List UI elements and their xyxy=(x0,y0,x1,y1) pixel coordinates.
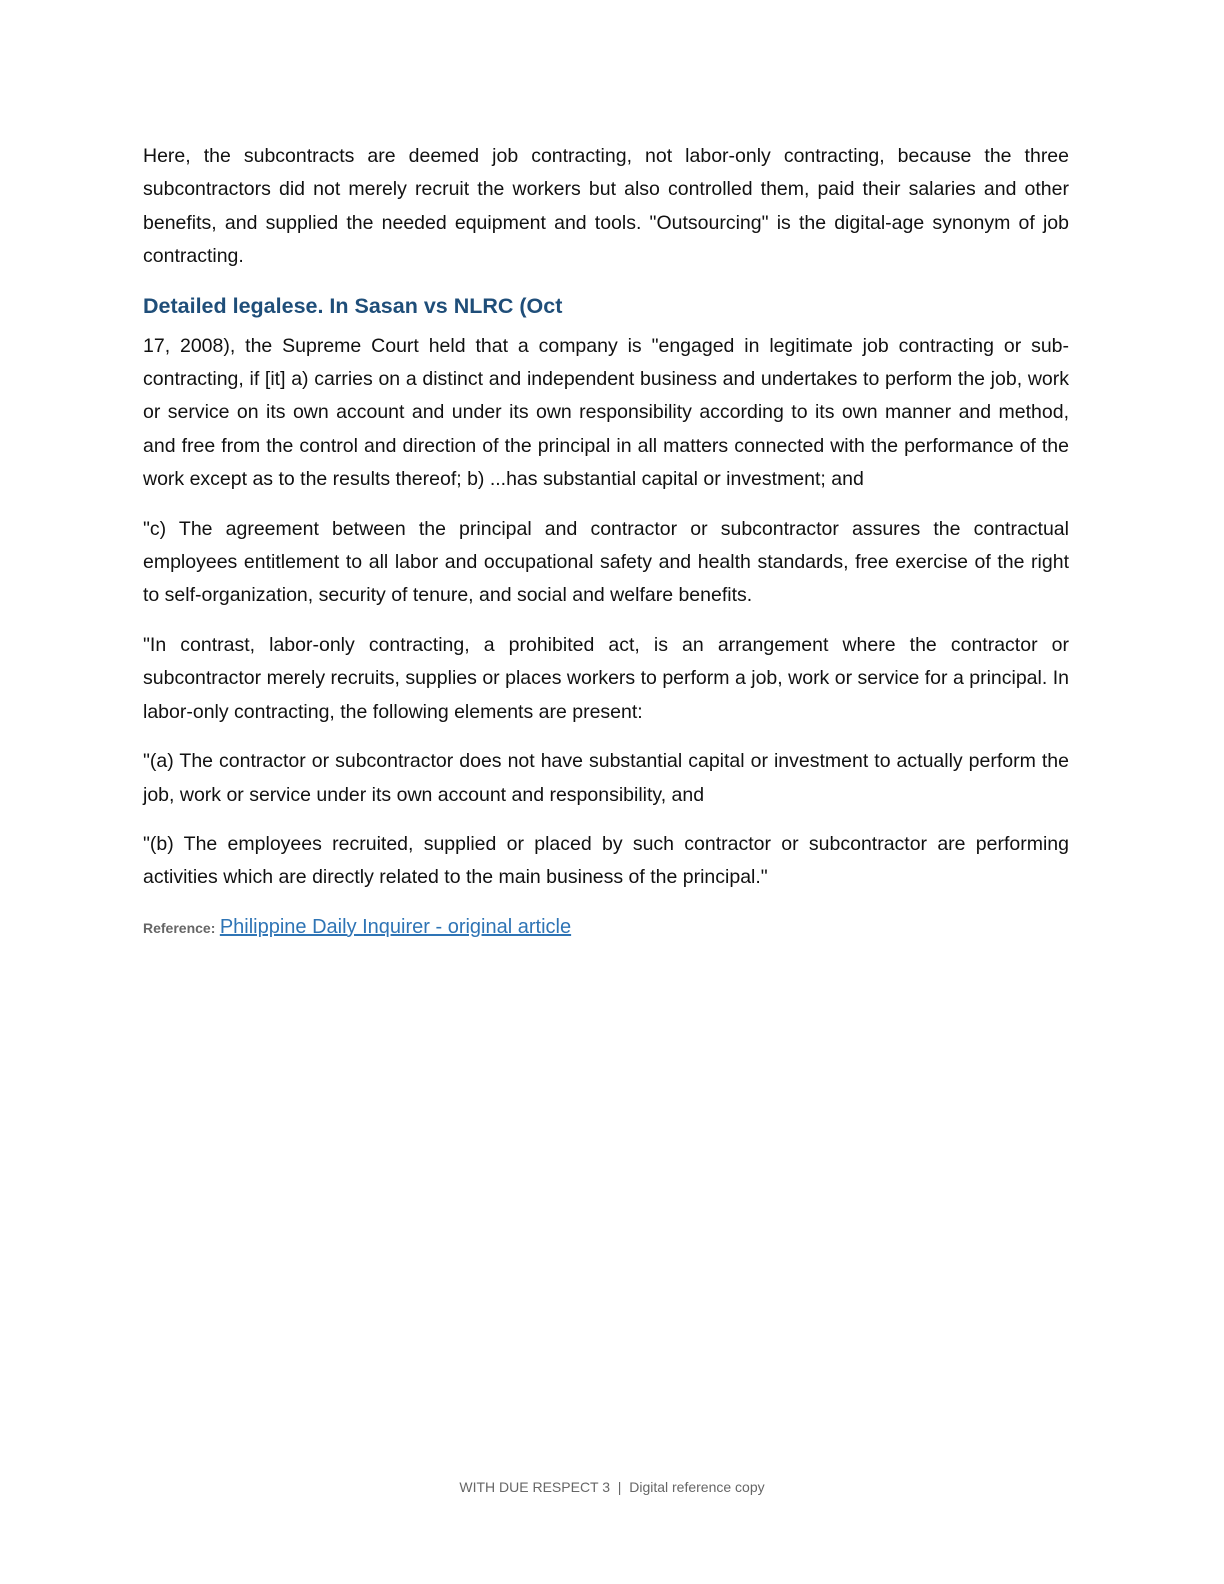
paragraph-element-a: "(a) The contractor or subcontractor does not have substantial capital or investment to actually perform the job, work or service under its own account and responsibility, and xyxy=(143,750,1069,806)
paragraph-labor-only-contrast: "In contrast, labor-only contracting, a prohibited act, is an arrangement where the contractor or subcontractor merely recruits, supplies or places workers to perform a job, work or service for a principal. In labor-only contracting, the following elements are present: xyxy=(143,633,1069,723)
reference-link[interactable]: Philippine Daily Inquirer - original article xyxy=(219,915,572,938)
page-footer: WITH DUE RESPECT 3 | Digital reference copy xyxy=(459,1479,765,1495)
paragraph-job-contracting: Here, the subcontracts are deemed job contracting, not labor-only contracting, because the three subcontractors did not merely recruit the workers but also controlled them, paid their salaries and other benefits, and supplied the needed equipment and tools. "Outsourcing" is the digital-age synonym of job contracting. xyxy=(143,145,1069,268)
document-body xyxy=(143,140,1069,945)
paragraph-supreme-court-ruling: 17, 2008), the Supreme Court held that a company is "engaged in legitimate job contracting or sub-contracting, if [it] a) carries on a distinct and independent business and undertakes to perform the job, work or service on its own account and under its own responsibility according to its own manner and method, and free from the control and direction of the principal in all matters connected with the performance of the work except as to the results thereof; b) ...has substantial capital or investment; and xyxy=(143,334,1069,491)
paragraph-clause-c: "c) The agreement between the principal and contractor or subcontractor assures the contractual employees entitlement to all labor and occupational safety and health standards, free exercise of the right to self-organization, security of tenure, and social and welfare benefits. xyxy=(143,517,1069,607)
section-heading: Detailed legalese. In Sasan vs NLRC (Oct xyxy=(143,293,563,318)
paragraph-element-b: "(b) The employees recruited, supplied or placed by such contractor or subcontractor are performing activities which are directly related to the main business of the principal." xyxy=(143,832,1069,889)
reference-line xyxy=(143,911,1069,945)
reference-label: Reference: xyxy=(143,919,216,936)
